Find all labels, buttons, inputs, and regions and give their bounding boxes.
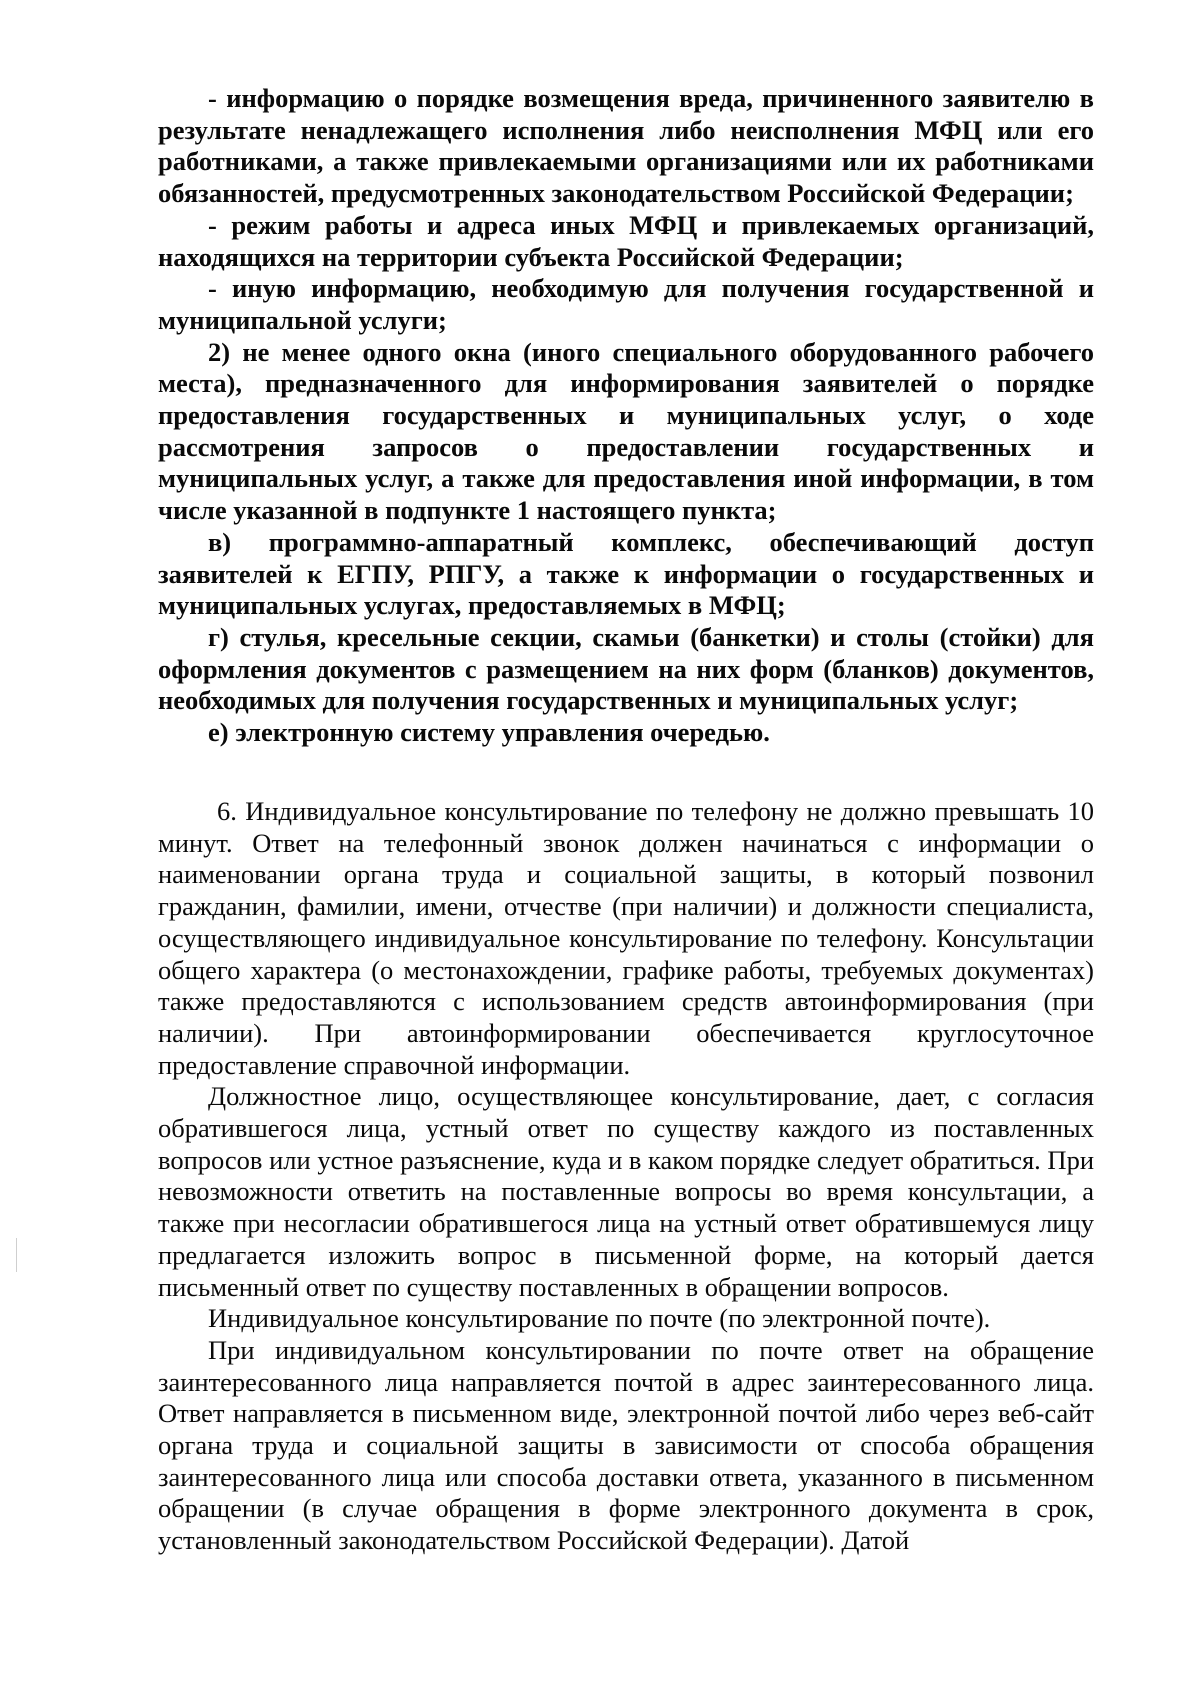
paragraph-work-schedule-addresses: - режим работы и адреса иных МФЦ и привлекаемых организаций, находящихся на территории субъекта Российской Федерации; bbox=[158, 209, 1094, 272]
scan-edge-mark bbox=[16, 1238, 17, 1272]
paragraph-information-window: 2) не менее одного окна (иного специального оборудованного рабочего места), предназначенного для информирования заявителей о порядке предоставления государственных и муниципальных услуг, о ходе рассмотрения запросов о предоставлении государственных и муниципальных услуг, а также для предоставления иной информации, в том числе указанной в подпункте 1 настоящего пункта; bbox=[158, 336, 1094, 526]
paragraph-oral-answer: Должностное лицо, осуществляющее консультирование, дает, с согласия обратившегося лица, устный ответ по существу каждого из поставленных вопросов или устное разъяснение, куда и в каком порядке следует обратиться. При невозможности ответить на поставленные вопросы во время консультации, а также при несогласии обратившегося лица на устный ответ обратившемуся лицу предлагается изложить вопрос в письменной форме, на который дается письменный ответ по существу поставленных в обращении вопросов. bbox=[158, 1081, 1094, 1302]
paragraph-other-info: - иную информацию, необходимую для получения государственной и муниципальной услуги; bbox=[158, 273, 1094, 335]
paragraph-mail-consulting: При индивидуальном консультировании по почте ответ на обращение заинтересованного лица направляется почтой в адрес заинтересованного лица. Ответ направляется в письменном виде, электронной почтой либо через веб-сайт органа труда и социальной защиты в зависимости от способа обращения заинтересованного лица или способа доставки ответа, указанного в письменном обращении (в случае обращения в форме электронного документа в срок, установленный законодательством Российской Федерации). Датой bbox=[158, 1334, 1094, 1556]
paragraph-damage-compensation-info: - информацию о порядке возмещения вреда, причиненного заявителю в результате ненадлежащего исполнения либо неисполнения МФЦ или его работниками, а также привлекаемыми организациями или их работниками обязанностей, предусмотренных законодательством Российской Федерации; bbox=[158, 83, 1094, 209]
paragraph-phone-consulting: 6. Индивидуальное консультирование по телефону не должно превышать 10 минут. Ответ на телефонный звонок должен начинаться с информации о наименовании органа труда и социальной защиты, в который позвонил гражданин, фамилии, имени, отчестве (при наличии) и должности специалиста, осуществляющего индивидуальное консультирование по телефону. Консультации общего характера (о местонахождении, графике работы, требуемых документах) также предоставляются с использованием средств автоинформирования (при наличии). При автоинформировании обеспечивается круглосуточное предоставление справочной информации. bbox=[158, 796, 1094, 1080]
paragraph-furniture: г) стулья, кресельные секции, скамьи (банкетки) и столы (стойки) для оформления документов с размещением на них форм (бланков) документов, необходимых для получения государственных и муниципальных услуг; bbox=[158, 621, 1094, 716]
section-mfc-equipment bbox=[158, 83, 1094, 749]
section-consulting bbox=[158, 796, 1094, 1557]
paragraph-queue-system: е) электронную систему управления очередью. bbox=[208, 717, 770, 748]
paragraph-hardware-complex: в) программно-аппаратный комплекс, обеспечивающий доступ заявителей к ЕГПУ, РПГУ, а также к информации о государственных и муниципальных услугах, предоставляемых в МФЦ; bbox=[158, 526, 1094, 621]
paragraph-mail-consulting-heading: Индивидуальное консультирование по почте (по электронной почте). bbox=[208, 1303, 991, 1334]
